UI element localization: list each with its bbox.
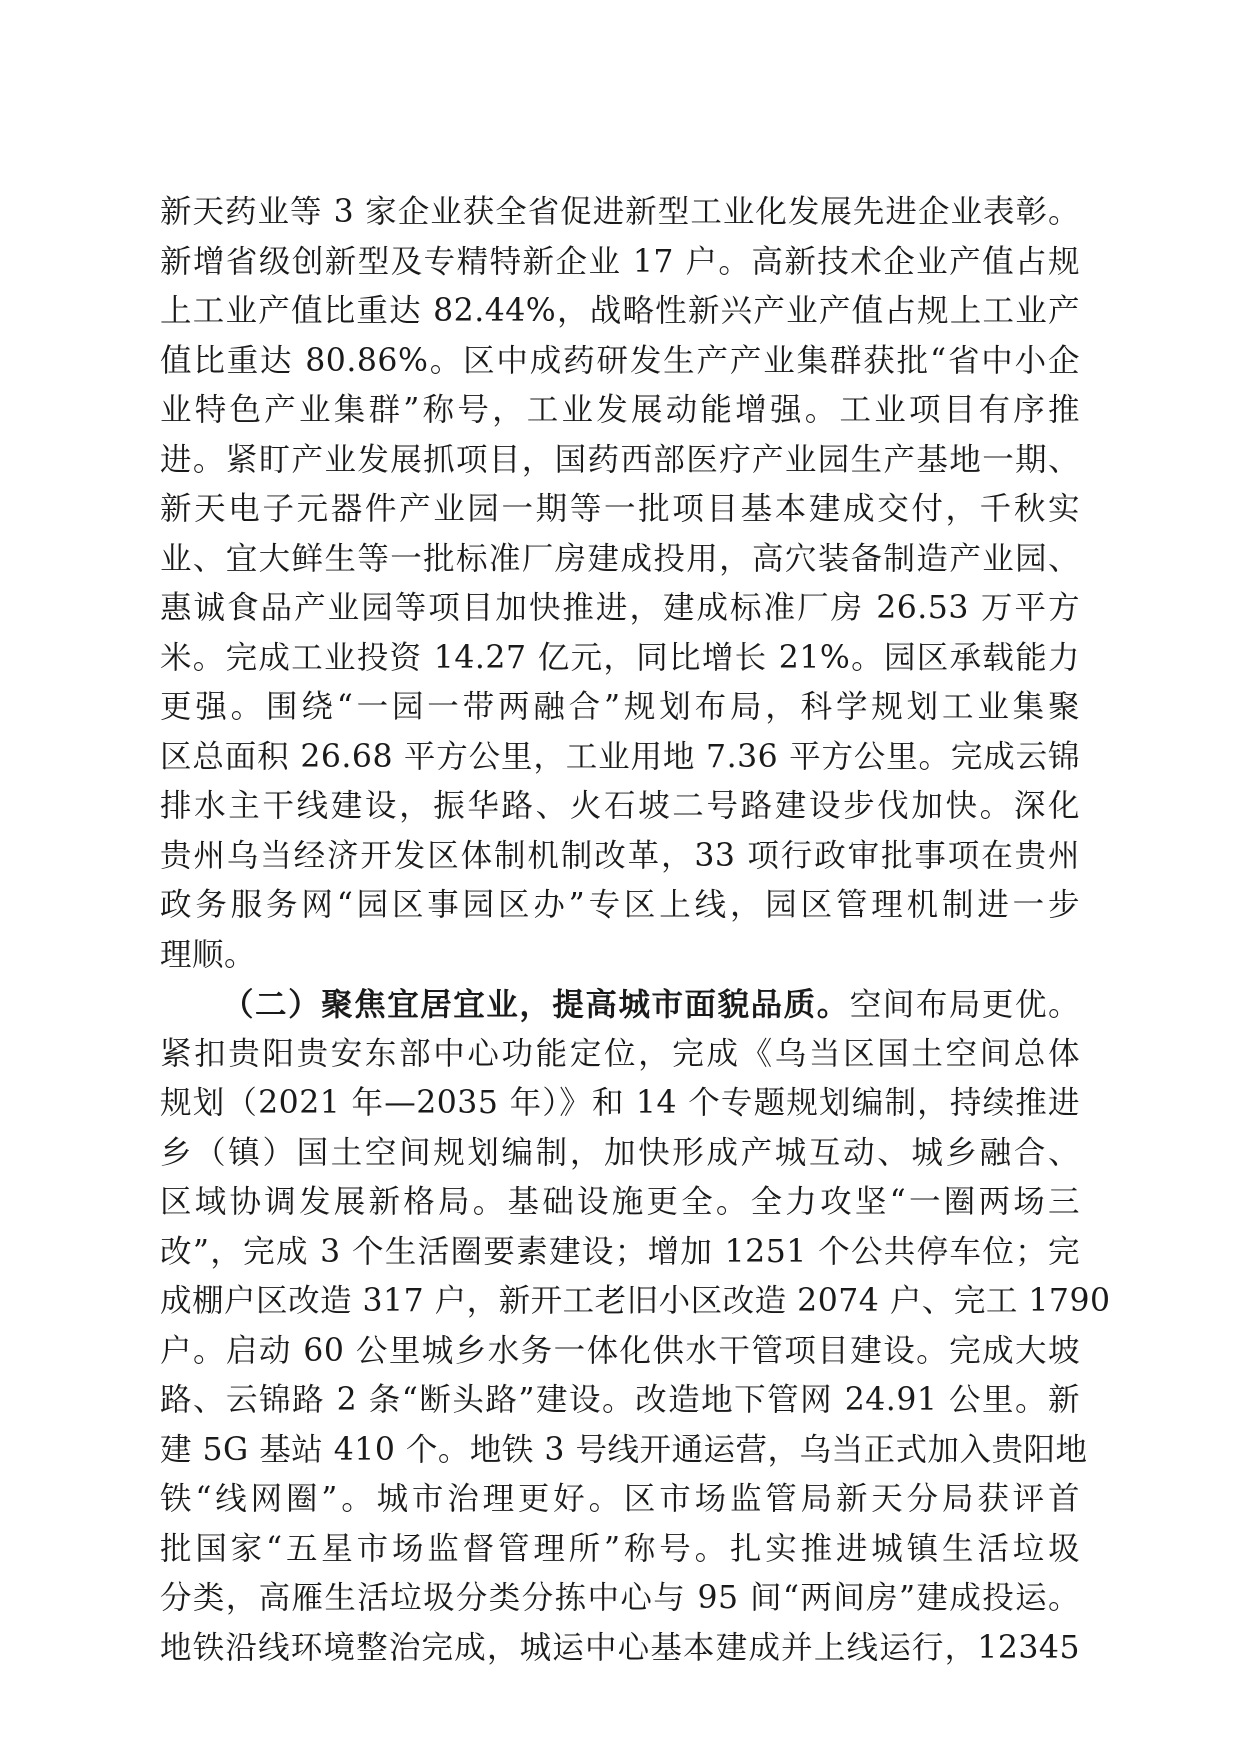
body-line: 紧扣贵阳贵安东部中心功能定位，完成《乌当区国土空间总体 (160, 1035, 1080, 1072)
body-line: 改”，完成 3 个生活圈要素建设；增加 1251 个公共停车位；完 (160, 1233, 1080, 1270)
body-line: 区总面积 26.68 平方公里，工业用地 7.36 平方公里。完成云锦 (160, 738, 1080, 775)
body-line: 乡（镇）国土空间规划编制，加快形成产城互动、城乡融合、 (160, 1134, 1080, 1171)
body-line: 更强。围绕“一园一带两融合”规划布局，科学规划工业集聚 (160, 689, 1080, 725)
body-line: 批国家“五星市场监督管理所”称号。扎实推进城镇生活垃圾 (160, 1530, 1080, 1567)
body-line: 进。紧盯产业发展抓项目，国药西部医疗产业园生产基地一期、 (160, 441, 1080, 478)
body-line: 新天药业等 3 家企业获全省促进新型工业化发展先进企业表彰。 (160, 194, 1080, 230)
body-line: 分类，高雁生活垃圾分类分拣中心与 95 间“两间房”建成投运。 (160, 1580, 1080, 1616)
body-line: 规划（2021 年—2035 年）》和 14 个专题规划编制，持续推进 (160, 1085, 1080, 1121)
body-line: 政务服务网“园区事园区办”专区上线，园区管理机制进一步 (160, 887, 1080, 923)
body-line: 新增省级创新型及专精特新企业 17 户。高新技术企业产值占规 (160, 243, 1080, 280)
body-line: 成棚户区改造 317 户，新开工老旧小区改造 2074 户、完工 1790 (160, 1283, 1111, 1319)
body-line: 贵州乌当经济开发区体制机制改革，33 项行政审批事项在贵州 (160, 837, 1080, 874)
body-line: 米。完成工业投资 14.27 亿元，同比增长 21%。园区承载能力 (160, 639, 1080, 676)
body-line: 上工业产值比重达 82.44%，战略性新兴产业产值占规上工业产 (160, 293, 1080, 329)
body-line: 新天电子元器件产业园一期等一批项目基本建成交付，千秋实 (160, 491, 1080, 527)
body-line: 区域协调发展新格局。基础设施更全。全力攻坚“一圈两场三 (160, 1184, 1080, 1220)
section2-heading: （二）聚焦宜居宜业，提高城市面貌品质。 (222, 986, 850, 1023)
body-line: 惠诚食品产业园等项目加快推进，建成标准厂房 26.53 万平方 (160, 590, 1080, 626)
body-line: 业、宜大鲜生等一批标准厂房建成投用，高穴装备制造产业园、 (160, 540, 1080, 577)
body-line: 业特色产业集群”称号，工业发展动能增强。工业项目有序推 (160, 392, 1080, 428)
document-body (160, 188, 1111, 1673)
body-line: 户。启动 60 公里城乡水务一体化供水干管项目建设。完成大坡 (160, 1332, 1080, 1369)
body-line: 路、云锦路 2 条“断头路”建设。改造地下管网 24.91 公里。新 (160, 1382, 1080, 1418)
body-line: 值比重达 80.86%。区中成药研发生产产业集群获批“省中小企 (160, 342, 1080, 379)
body-line: 理顺。 (160, 936, 257, 973)
section2-first-line (160, 980, 1080, 1030)
section2-first-line-rest: 空间布局更优。 (849, 987, 1080, 1023)
body-line: 建 5G 基站 410 个。地铁 3 号线开通运营，乌当正式加入贵阳地 (160, 1431, 1088, 1468)
body-line: 铁“线网圈”。城市治理更好。区市场监管局新天分局获评首 (160, 1481, 1080, 1517)
body-line: 地铁沿线环境整治完成，城运中心基本建成并上线运行，12345 (160, 1629, 1080, 1666)
body-line: 排水主干线建设，振华路、火石坡二号路建设步伐加快。深化 (160, 788, 1080, 824)
